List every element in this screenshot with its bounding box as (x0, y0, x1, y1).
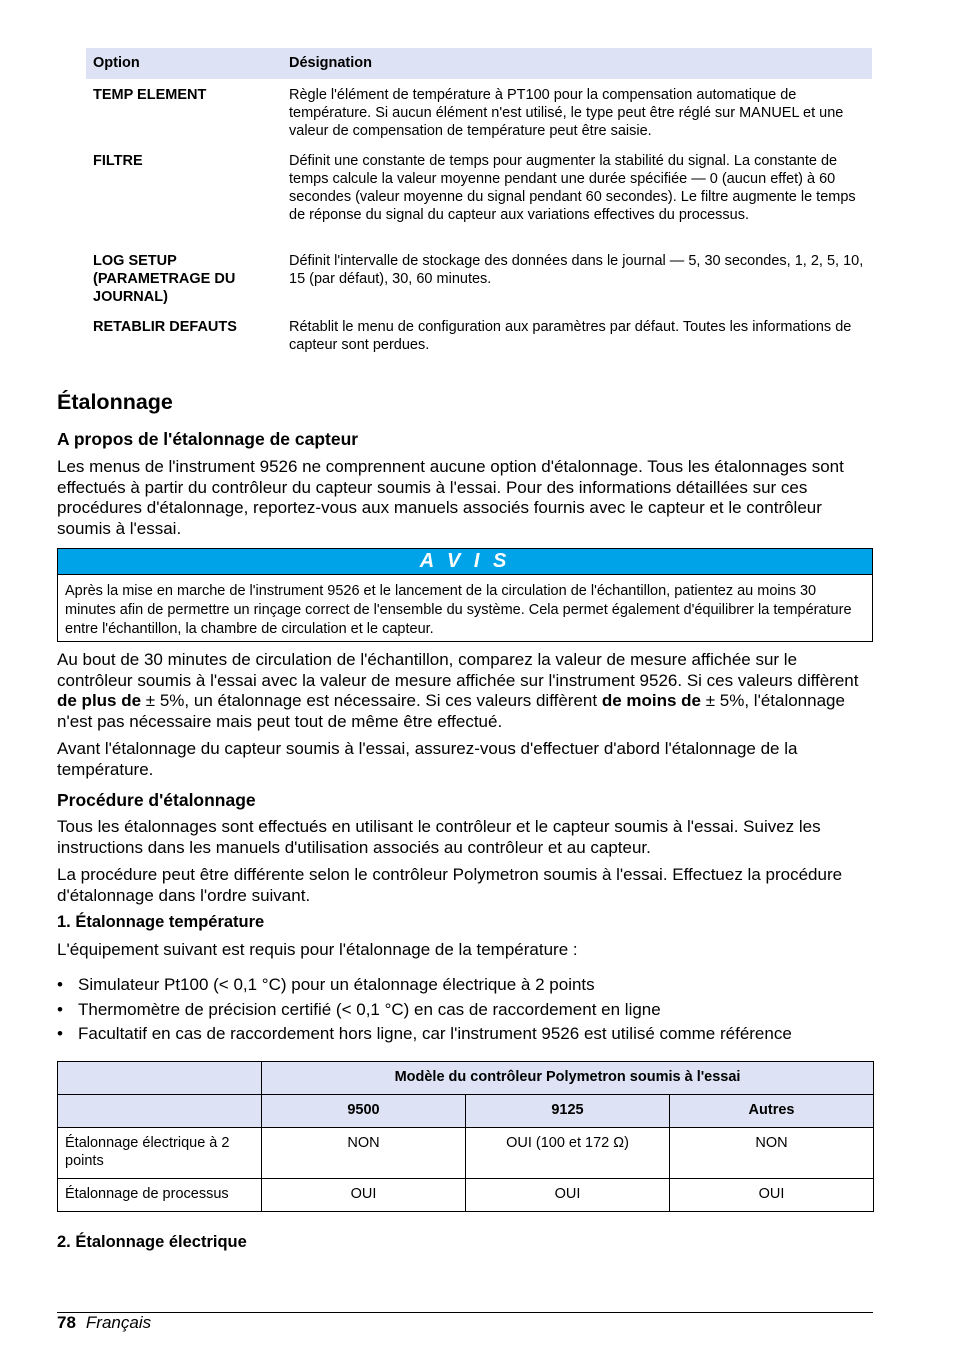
comparison-bold-2: de moins de (601, 691, 701, 710)
about-text: Les menus de l'instrument 9526 ne comprennent aucune option d'étalonnage. Tous les étalonnages sont effectués à partir du contrôleur du capteur soumis à l'essai. Pour des informations détaillées sur ces procédures d'étalonnage, reportez-vous aux manuels associés fournis avec le capteur et le contrôleur soumis à l'essai. (57, 457, 844, 538)
list-item (57, 1000, 792, 1025)
option-description: Définit une constante de temps pour augmenter la stabilité du signal. La constante de temps calcule la valeur moyenne pendant une durée spécifiée — 0 (aucun effet) à 60 secondes (valeur moyenne du signal pendant 60 secondes). Le filtre augmente le temps de réponse du signal du capteur aux variations effectives du processus. (289, 153, 856, 223)
procedure-text-1: Tous les étalonnages sont effectués en utilisant le contrôleur et le capteur soumis à l'essai. Suivez les instructions dans les manuels d'utilisation associés au contrôleur et au capteur. (57, 817, 821, 857)
cell-value: NON (262, 1128, 466, 1179)
column-9500: 9500 (262, 1095, 466, 1128)
option-description: Règle l'élément de température à PT100 pour la compensation automatique de température. Si aucun élément n'est utilisé, le type peut être réglé sur MANUEL et une valeur de compensation de température peut être saisie. (289, 87, 844, 139)
calibration-group-header-row (58, 1062, 874, 1095)
table-row (86, 79, 872, 146)
page-footer (57, 1313, 151, 1333)
option-description: Rétablit le menu de configuration aux paramètres par défaut. Toutes les informations de capteur sont perdues. (289, 319, 852, 353)
table-row (86, 246, 872, 312)
list-item-text: Thermomètre de précision certifié (< 0,1 °C) en cas de raccordement en ligne (78, 999, 661, 1019)
option-name: RETABLIR DEFAUTS (93, 319, 237, 335)
footer-language: Français (85, 1313, 152, 1332)
header-option: Option (86, 48, 282, 79)
controller-model-header: Modèle du contrôleur Polymetron soumis à l'essai (262, 1062, 874, 1095)
step1-heading: 1. Étalonnage température (57, 913, 265, 931)
row-label: Étalonnage de processus (58, 1179, 262, 1212)
options-table (86, 48, 872, 360)
table-row (86, 146, 872, 246)
option-name: TEMP ELEMENT (93, 87, 207, 103)
page-number: 78 (57, 1313, 76, 1332)
cell-value: NON (670, 1128, 874, 1179)
column-autres: Autres (670, 1095, 874, 1128)
bullet-icon: • (57, 975, 63, 994)
option-name: FILTRE (93, 153, 143, 169)
cell-value: OUI (466, 1179, 670, 1212)
about-heading: A propos de l'étalonnage de capteur (57, 429, 359, 449)
list-item-text: Simulateur Pt100 (< 0,1 °C) pour un étalonnage électrique à 2 points (78, 975, 595, 994)
list-item (57, 1024, 792, 1049)
empty-header-cell (58, 1062, 262, 1095)
column-9125: 9125 (466, 1095, 670, 1128)
list-item (57, 975, 792, 1000)
list-item-text: Facultatif en cas de raccordement hors ligne, car l'instrument 9526 est utilisé comme référence (78, 1024, 792, 1043)
cell-value: OUI (100 et 172 Ω) (466, 1128, 670, 1179)
comparison-bold-1: de plus de (57, 691, 142, 710)
comparison-text-1: Au bout de 30 minutes de circulation de l'échantillon, comparez la valeur de mesure affichée sur le contrôleur soumis à l'essai avec la valeur de mesure affichée sur l'instrument 9526. Si ces valeurs diffèrent (57, 650, 859, 690)
row-label: Étalonnage électrique à 2 points (58, 1128, 262, 1179)
options-table-header (86, 48, 872, 79)
bullet-icon: • (57, 1024, 63, 1043)
option-description: Définit l'intervalle de stockage des données dans le journal — 5, 30 secondes, 1, 2, 5, 10, 15 (par défaut), 30, 60 minutes. (289, 253, 864, 287)
footer-divider (57, 1312, 873, 1313)
step2-heading: 2. Étalonnage électrique (57, 1233, 247, 1251)
option-name: LOG SETUP (PARAMETRAGE DU JOURNAL) (93, 253, 236, 305)
table-row (58, 1179, 874, 1212)
before-calibration-text: Avant l'étalonnage du capteur soumis à l'essai, assurez-vous d'effectuer d'abord l'étalonnage de la température. (57, 739, 798, 779)
procedure-text-2: La procédure peut être différente selon le contrôleur Polymetron soumis à l'essai. Effectuez la procédure d'étalonnage dans l'ordre suivant. (57, 865, 843, 905)
step1-intro: L'équipement suivant est requis pour l'étalonnage de la température : (57, 940, 578, 959)
header-designation: Désignation (282, 48, 872, 79)
procedure-heading: Procédure d'étalonnage (57, 790, 256, 810)
table-row (58, 1128, 874, 1179)
empty-header-cell (58, 1095, 262, 1128)
equipment-list (57, 975, 792, 1049)
table-row (86, 312, 872, 360)
calibration-table (57, 1061, 874, 1212)
comparison-paragraph (57, 650, 875, 732)
comparison-text-2: ± 5%, un étalonnage est nécessaire. Si ces valeurs diffèrent (141, 691, 602, 710)
notice-box (57, 548, 873, 642)
comparison-text-3: ± 5%, l'étalonnage n'est pas nécessaire mais peut tout de même être effectué. (57, 691, 845, 731)
notice-title: A V I S (58, 549, 872, 575)
notice-text: Après la mise en marche de l'instrument 9526 et le lancement de la circulation de l'échantillon, patientez au moins 30 minutes afin de permettre un rinçage correct de l'ensemble du système. Cela permet également d'équilibrer la température entre l'échantillon, la chambre de circulation et le capteur. (65, 583, 852, 637)
cell-value: OUI (262, 1179, 466, 1212)
cell-value: OUI (670, 1179, 874, 1212)
calibration-columns-row (58, 1095, 874, 1128)
section-title: Étalonnage (57, 390, 173, 414)
bullet-icon: • (57, 999, 63, 1019)
